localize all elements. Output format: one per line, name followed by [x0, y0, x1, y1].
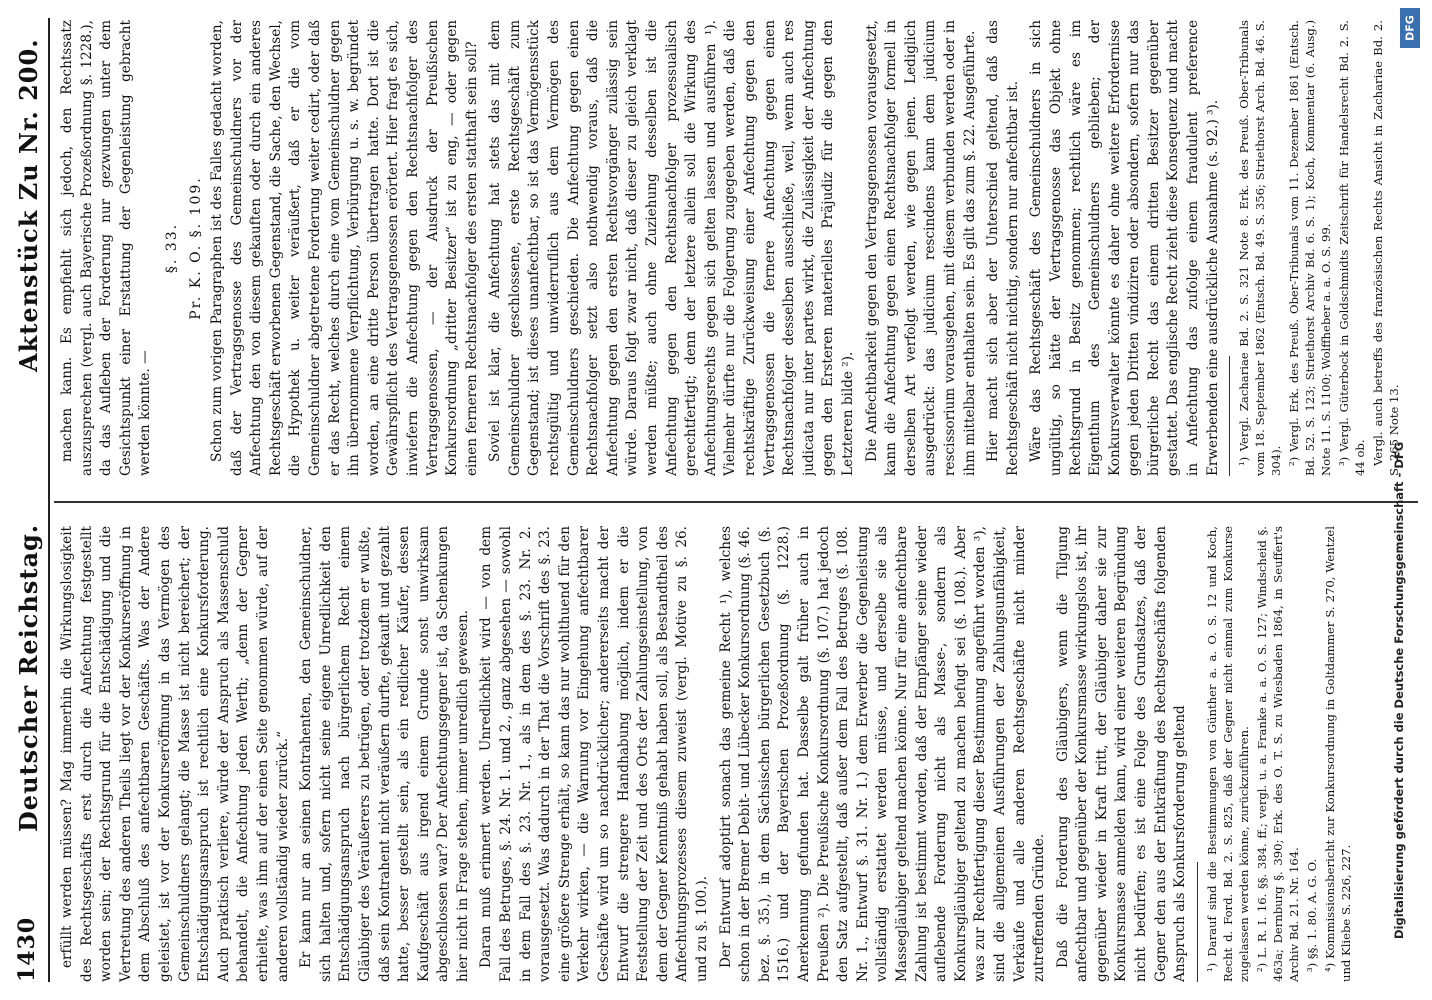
- right-paragraph: Wäre das Rechtsgeschäft des Gemeinschuldners in sich ungültig, so hätte der Vertragsgenosse das Objekt ohne Rechtsgrund in Besitz genommen; rechtlich wäre es im Eigenthum des Gemeinschuldners geblieben; der Konkursverwalter könnte es daher ohne weitere Erfordernisse gegen jeden Dritten vindiziren oder absondern, sofern nur das bürgerliche Recht das einem dritten Besitzer gegenüber gestattet. Das englische Recht zieht diese Konsequenz und macht in Anfechtung das zufolge einem fraudulent preference Erwerbenden eine ausdrückliche Ausnahme (s. 92.) ³).: [1028, 20, 1221, 476]
- column-divider: [54, 501, 1418, 503]
- right-paragraph: Schon zum vorigen Paragraphen ist des Falles gedacht worden, daß der Vertragsgenosse des Gemeinschuldners vor der Anfechtung den von diesem gekauften oder durch ein anderes Rechtsgeschäft erworbenen Gegenstand, die Sache, den Wechsel, die Hypothek u. weiter veräußert, daß er die vom Gemeinschuldner abgetretene Forderung weiter cedirt, oder daß er das Recht, welches durch eine vom Gemeinschuldner gegen ihn übernommene Verpflichtung, Verbürgung u. s. w. begründet worden, an eine dritte Person übertragen hatte. Dort ist die Gewährspflicht des Vertragsgenossen erörtert. Hier fragt es sich, inwiefern die Anfechtung gegen den Rechtsnachfolger des Vertragsgenossen, — der Ausdruck der Preußischen Konkursordnung „dritter Besitzer“ ist zu eng, — oder gegen einen ferneren Rechtsnachfolger des ersten statthaft sein soll?: [208, 20, 480, 476]
- right-paragraph: Die Anfechtbarkeit gegen den Vertragsgenossen vorausgesetzt, kann die Anfechtung gegen einen Rechtsnachfolger formell in derselben Art verfolgt werden, wie gegen jenen. Lediglich ausgedrückt: das judicium rescindens kann dem judicium rescissorium vorausgehen, mit diesem verbunden werden oder in ihm mittelbar enthalten sein. Es gilt das zum §. 22. Ausgeführte.: [863, 20, 978, 476]
- right-footnote: Vergl. auch betreffs des französischen Rechts Ansicht in Zachariae Bd. 2. S. 265 Note 13.: [1371, 20, 1402, 476]
- right-paragraph: machen kann. Es empfiehlt sich jedoch, den Rechtssatz auszusprechen (vergl. auch Bayerische Prozeßordnung §. 1228.), da das Aufleben der Forderung nur gezwungen unter dem Gesichtspunkt einer Erstattung der Gegenleistung gebracht werden könnte. —: [59, 20, 154, 476]
- right-paragraph: Soviel ist klar, die Anfechtung hat stets das mit dem Gemeinschuldner geschlossene, erste Rechtsgeschäft zum Gegenstand; ist dieses unanfechtbar, so ist das Vermögensstück rechtsgültig und unwiderruflich aus dem Vermögen des Gemeinschuldners geschieden. Die Anfechtung gegen einen Rechtsnachfolger setzt also nothwendig voraus, daß die Anfechtung gegen den ersten Rechtsvorgänger zulässig sein würde. Daraus folgt zwar nicht, daß dieser zu gleich verklagt werden müßte; auch ohne Zuziehung desselben ist die Anfechtung gegen den Rechtsnachfolger prozessualisch gerechtfertigt; denn der letztere allein soll die Wirkung des Anfechtungsrechts gegen sich gelten lassen und ausführen ¹). Vielmehr dürfte nur die Folgerung zugegeben werden, daß die rechtskräftige Zurückweisung einer Anfechtung gegen den Vertragsgenossen die fernere Anfechtung gegen einen Rechtsnachfolger desselben ausschließe, weil, wenn auch res judicata nur inter partes wirkt, die Zulässigkeit der Anfechtung gegen den Ersteren materielles Präjudiz für die gegen den Letzteren bilde ²).: [487, 20, 856, 476]
- left-column: [58, 526, 1422, 982]
- right-column: [58, 20, 1422, 476]
- footnote-rule: [1229, 356, 1230, 476]
- right-footnote: ³) Vergl. Güterbock in Goldschmidts Zeitschrift für Handelsrecht Bd. 2. S. 44 ob.: [1337, 20, 1368, 476]
- running-header: [10, 18, 46, 982]
- right-footnote: ²) Vergl. Erk. des Preuß. Ober-Tribunals vom 11. Dezember 1861 (Entsch. Bd. 52. S. 123; Striethorst Archiv Bd. 6. S. 1); Koch, Kommentar (6. Ausg.) Note 11. S. 1100; Wolffheber a. a. O. S. 99.: [1287, 20, 1334, 476]
- left-paragraph: Der Entwurf adoptirt sonach das gemeine Recht ¹), welches schon in der Bremer Debit- und Lübecker Konkursordnung (§. 46. bez. §. 35.), in dem Sächsischen bürgerlichen Gesetzbuch (§. 1516.) und der Bayerischen Prozeßordnung (§. 1228.) Anerkennung gefunden hat. Dasselbe galt früher auch in Preußen ²). Die Preußische Konkursordnung (§. 107.) hat jedoch den Satz aufgestellt, daß außer dem Fall des Betruges (§. 108. Nr. 1., Entwurf §. 31. Nr. 1.) dem Erwerber die Gegenleistung vollständig erstattet werden müsse, und derselbe sie als Massegläubiger geltend machen könne. Nur für eine anfechtbare Zahlung ist bestimmt worden, daß der Empfänger seine wieder auflebende Forderung nicht als Masse-, sondern als Konkursgläubiger geltend zu machen befugt sei (§. 108.). Aber was zur Rechtfertigung dieser Bestimmung angeführt worden ³), sind die allgemeinen Ausführungen der Zahlungsunfähigkeit, Verkäufe und alle anderen Rechtsgeschäfte nicht minder zutreffenden Gründe.: [717, 526, 1048, 982]
- header-rule: [48, 18, 50, 982]
- right-footnote: ¹) Vergl. Zachariae Bd. 2. S. 321 Note 8. Erk. des Preuß. Ober-Tribunals vom 18. September 1862 (Entsch. Bd. 49. S. 356; Striethorst Arch. Bd. 46. S. 304).: [1237, 20, 1284, 476]
- digitization-note-text: Digitalisierung gefördert durch die Deutsche Forschungsgemeinschaft - DFG: [1392, 441, 1406, 939]
- footnote-rule: [1197, 862, 1198, 982]
- header-right-title: Aktenstück Zu Nr. 200.: [14, 38, 43, 372]
- page-number: 1430: [14, 916, 40, 982]
- header-left-title: Deutscher Reichstag.: [14, 523, 43, 832]
- left-footnote: ¹) Darauf sind die Bestimmungen von Günther a. a. O. S. 12 und Koch, Recht d. Ford. Bd. 2. S. 825, daß der Gegner nicht einmal zum Konkurse zugelassen werden könne, zurückzuführen.: [1204, 526, 1251, 982]
- left-paragraph: Daß die Forderung des Gläubigers, wenn die Tilgung anfechtbar und gegenüber der Konkursmasse wirkungslos ist, ihr gegenüber wieder in Kraft tritt, der Gläubiger daher sie zur Konkursmasse anmelden kann, wird einer weiteren Begründung nicht bedürfen; es ist eine Folge des Grundsatzes, daß der Gegner den aus der Entkräftung des Rechtsgeschäfts folgenden Anspruch als Konkursforderung geltend: [1054, 526, 1189, 982]
- right-paragraph: Hier macht sich aber der Unterschied geltend, daß das Rechtsgeschäft nicht nichtig, sondern nur anfechtbar ist.: [985, 20, 1021, 476]
- left-paragraph: erfüllt werden müssen? Mag immerhin die Wirkungslosigkeit des Rechtsgeschäfts erst durch die Anfechtung festgestellt worden sein; der Rechtsgrund für die Entschädigung und die Vertretung des anderen Theils liegt vor der Konkurseröffnung in dem Abschluß des anfechtbaren Geschäfts. Was der Andere geleistet, ist vor der Konkurseröffnung in das Vermögen des Gemeinschuldners gelangt; die Masse ist nicht bereichert; der Entschädigungsanspruch ist rechtlich eine Konkursforderung. Auch praktisch verliere, würde der Anspruch als Massenschuld behandelt, die Anfechtung jeden Werth; „denn der Gegner erhielte, was ihm auf der einen Seite genommen würde, auf der anderen vollständig wieder zurück.“: [59, 526, 291, 982]
- left-footnote: ³) §§. 1. 80. A. G. O.: [1304, 858, 1319, 972]
- left-paragraph: Er kann nur an seinen Kontrahenten, den Gemeinschuldner, sich halten und, sofern nicht seine eigene Unredlichkeit den Entschädigungsanspruch nach bürgerlichem Recht einem Gläubiger des Veräußerers zu betrügen, oder trotzdem er wußte, daß sein Kontrahent nicht veräußern durfte, gekauft und gezahlt hatte, besser gestellt sein, als ein redlicher Käufer, dessen Kaufgeschäft aus irgend einem Grunde sonst unwirksam abgeschlossen war? Der Anfechtungsgegner ist, da Schenkungen hier nicht in Frage stehen, immer unredlich gewesen.: [298, 526, 471, 982]
- section-heading: §. 33.: [163, 222, 180, 274]
- left-paragraph: Daran muß erinnert werden. Unredlichkeit wird — von dem Fall des Betruges, §. 24. Nr. 1. und 2., ganz abgesehen — sowohl in dem Fall des §. 23. Nr. 1., als in dem des §. 23. Nr. 2. vorausgesetzt. Was dadurch in der That die Vorschrift des §. 23. eine größere Strenge erhält, so kann das nur wohlthuend für den Verkehr wirken, — die Warnung vor Eingehung anfechtbarer Geschäfte wird um so nachdrücklicher; andererseits macht der Entwurf die strengere Handhabung möglich, indem er die Feststellung der Zeit und des Orts der Zahlungseinstellung, von dem der Gegner Kenntniß gehabt haben soll, als Bestandtheil des Anfechtungsprozesses diesem zuweist (vergl. Motive zu §. 26. und zu §. 100.).: [478, 526, 710, 982]
- digitization-margin-note: [1384, 60, 1414, 940]
- dfg-logo: [1400, 8, 1420, 48]
- section-subheading: Pr. K. O. §. 109.: [187, 176, 204, 320]
- left-footnote: ²) L. R. I. 16. §§. 384. ff.; vergl. u. a. Franke a. a. O. S. 127; Windscheid §. 463a; Dernburg §. 390; Erk. des O. T. S. zu Wiesbaden 1864, in Seuffert's Archiv Bd. 21. Nr. 164.: [1254, 526, 1301, 982]
- left-footnote: ⁴) Kommissionsbericht zur Konkursordnung in Goltdammer S. 270, Wentzel und Kliebe S. 226, 227.: [1322, 526, 1353, 982]
- dfg-badge-text: DFG: [1403, 15, 1417, 41]
